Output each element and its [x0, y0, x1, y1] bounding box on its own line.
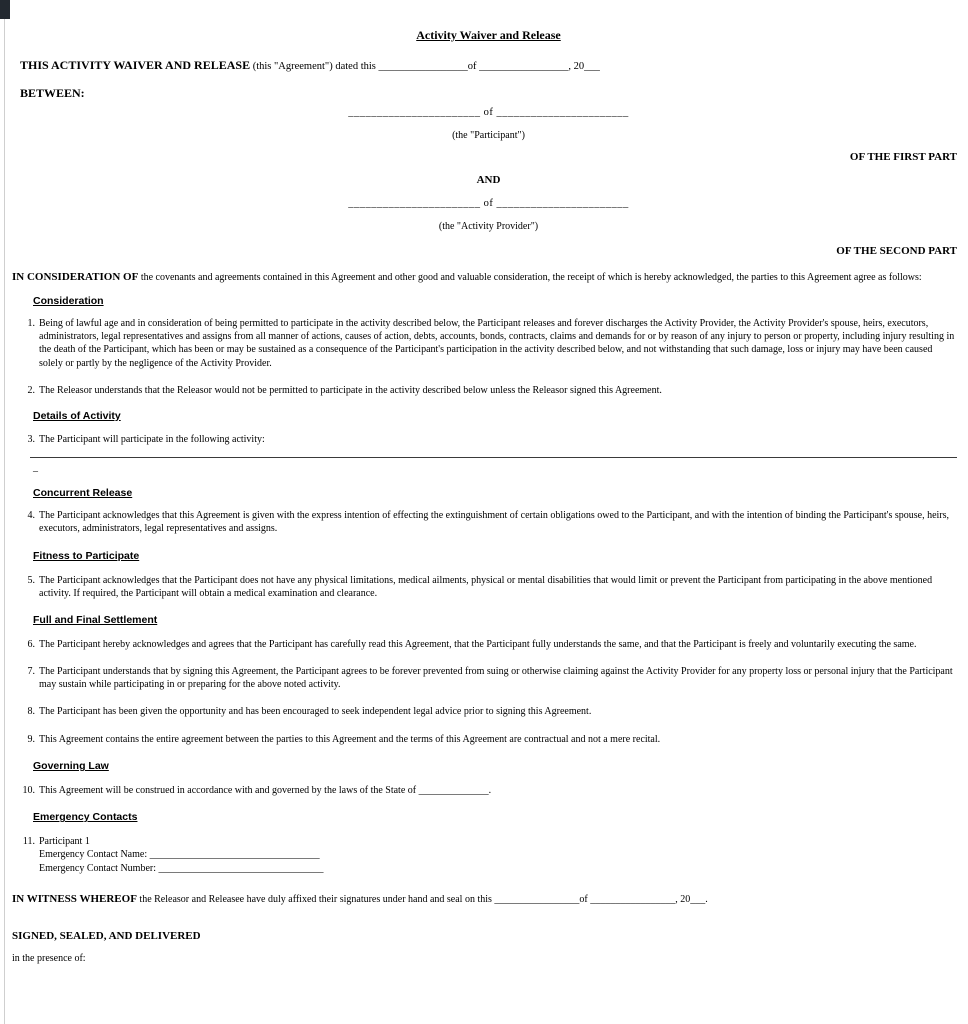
list-item-1: [20, 317, 957, 370]
item-number: 3.: [27, 434, 35, 446]
item-text: This Agreement will be construed in accordance with and governed by the laws of the State of ______________.: [39, 785, 492, 797]
list-item-4: [20, 509, 957, 535]
consideration-intro-paragraph: [12, 271, 957, 284]
section-heading-emergency-contacts: Emergency Contacts: [33, 811, 138, 824]
section-heading-governing-law: Governing Law: [33, 760, 109, 773]
between-label: BETWEEN:: [20, 86, 85, 100]
item-text: The Releasor understands that the Releasor would not be permitted to participate in the activity described below unless the Releasor signed this Agreement.: [39, 384, 662, 396]
item-number: 8.: [27, 705, 35, 717]
participant-role-label: (the "Participant"): [452, 130, 525, 141]
item-text: [39, 835, 957, 875]
section-heading-consideration: Consideration: [33, 295, 104, 307]
party-first-blank-line: _______________________ of _______________________: [348, 107, 629, 118]
party-second-blank-line: _______________________ of _______________________: [348, 198, 629, 209]
consideration-intro-rest: the covenants and agreements contained in this Agreement and other good and valuable consideration, the receipt of which is hereby acknowledged, the parties to this Agreement agree as follows:: [138, 272, 922, 283]
section-heading-full-and-final-settlement: Full and Final Settlement: [33, 614, 158, 627]
item-number: 11.: [22, 836, 35, 848]
emergency-contact-name-line: Emergency Contact Name: __________________________________: [39, 849, 320, 861]
list-item-3: [20, 433, 957, 446]
participant-1-label: Participant 1: [39, 836, 90, 848]
item-number: 6.: [27, 639, 35, 651]
and-label: AND: [476, 174, 501, 186]
section-heading-concurrent-release: Concurrent Release: [33, 487, 133, 500]
item-text: The Participant will participate in the following activity:: [39, 434, 265, 446]
witness-rest-text: the Releasor and Releasee have duly affixed their signatures under hand and seal on this _________________of _________________, 20___.: [136, 893, 708, 905]
intro-rest-text: (this "Agreement") dated this _________________of _________________, 20___: [250, 61, 600, 72]
in-presence-of-label: in the presence of:: [12, 952, 86, 964]
item-number: 10.: [22, 785, 35, 797]
list-item-5: [20, 574, 957, 600]
witness-bold-text: IN WITNESS WHEREOF: [12, 892, 137, 905]
activity-blank-line: [30, 457, 957, 458]
item-text: Being of lawful age and in consideration of being permitted to participate in the activity described below, the Participant releases and forever discharges the Activity Provider, the Activity Provider's spouse, heirs, executors, administrators, legal representatives and assigns from all manner of actions, causes of action, debts, accounts, bonds, contracts, claims and demands for or by reason of any injury to person or property, including injury resulting in the death of the Participant, which has been or may be sustained as a consequence of the Participant's participation in the activity described below, and not withstanding that such damage, loss or injury may have been caused solely or partly by the negligence of the Activity Provider.: [39, 318, 955, 369]
page-title: Activity Waiver and Release: [416, 28, 561, 42]
item-number: 2.: [27, 384, 35, 396]
item-number: 1.: [27, 318, 35, 329]
section-heading-fitness-to-participate: Fitness to Participate: [33, 549, 140, 562]
list-item-10: [20, 784, 957, 797]
intro-bold-text: THIS ACTIVITY WAIVER AND RELEASE: [20, 58, 251, 72]
first-part-label: OF THE FIRST PART: [849, 151, 957, 163]
list-item-8: [20, 705, 957, 718]
item-text: The Participant acknowledges that this Agreement is given with the express intention of effecting the extinguishment of certain obligations owed to the Participant, and with the intention of binding the Participant's spouse, heirs, executors, administrators, legal representatives and assigns.: [39, 510, 950, 535]
second-part-label: OF THE SECOND PART: [836, 245, 957, 257]
intro-paragraph: [20, 59, 957, 73]
item-number: 4.: [27, 510, 35, 522]
signed-sealed-delivered-label: SIGNED, SEALED, AND DELIVERED: [12, 929, 201, 942]
list-item-6: [20, 638, 957, 651]
consideration-intro-bold: IN CONSIDERATION OF: [12, 271, 139, 283]
section-heading-details-of-activity: Details of Activity: [33, 410, 121, 423]
item-number: 7.: [27, 666, 35, 678]
item-text: This Agreement contains the entire agreement between the parties to this Agreement and the terms of this Agreement are contractual and not a mere recital.: [39, 733, 661, 745]
list-item-2: [20, 384, 957, 397]
item-text: The Participant has been given the opportunity and has been encouraged to seek independent legal advice prior to signing this Agreement.: [39, 705, 592, 717]
emergency-contact-number-line: Emergency Contact Number: _________________________________: [39, 862, 324, 874]
list-item-9: [20, 733, 957, 746]
item-text: The Participant understands that by signing this Agreement, the Participant agrees to be forever prevented from suing or otherwise claiming against the Activity Provider for any property loss or personal injury that the Participant may sustain while participating in or preparing for the above noted activity.: [39, 666, 953, 691]
item-text: The Participant hereby acknowledges and agrees that the Participant has carefully read this Agreement, that the Participant fully understands the same, and that the Participant is freely and voluntarily executing the same.: [39, 639, 917, 651]
witness-paragraph: [12, 893, 957, 906]
item-number: 5.: [27, 574, 35, 586]
activity-blank-dash: _: [33, 462, 38, 474]
list-item-7: [20, 665, 957, 691]
list-item-11: [20, 835, 957, 875]
activity-provider-role-label: (the "Activity Provider"): [438, 221, 539, 232]
item-number: 9.: [27, 733, 35, 745]
item-text: The Participant acknowledges that the Participant does not have any physical limitations, medical ailments, physical or mental disabilities that would limit or prevent the Participant from participating in the above mentioned activity. If required, the Participant will obtain a medical examination and clearance.: [39, 574, 933, 599]
